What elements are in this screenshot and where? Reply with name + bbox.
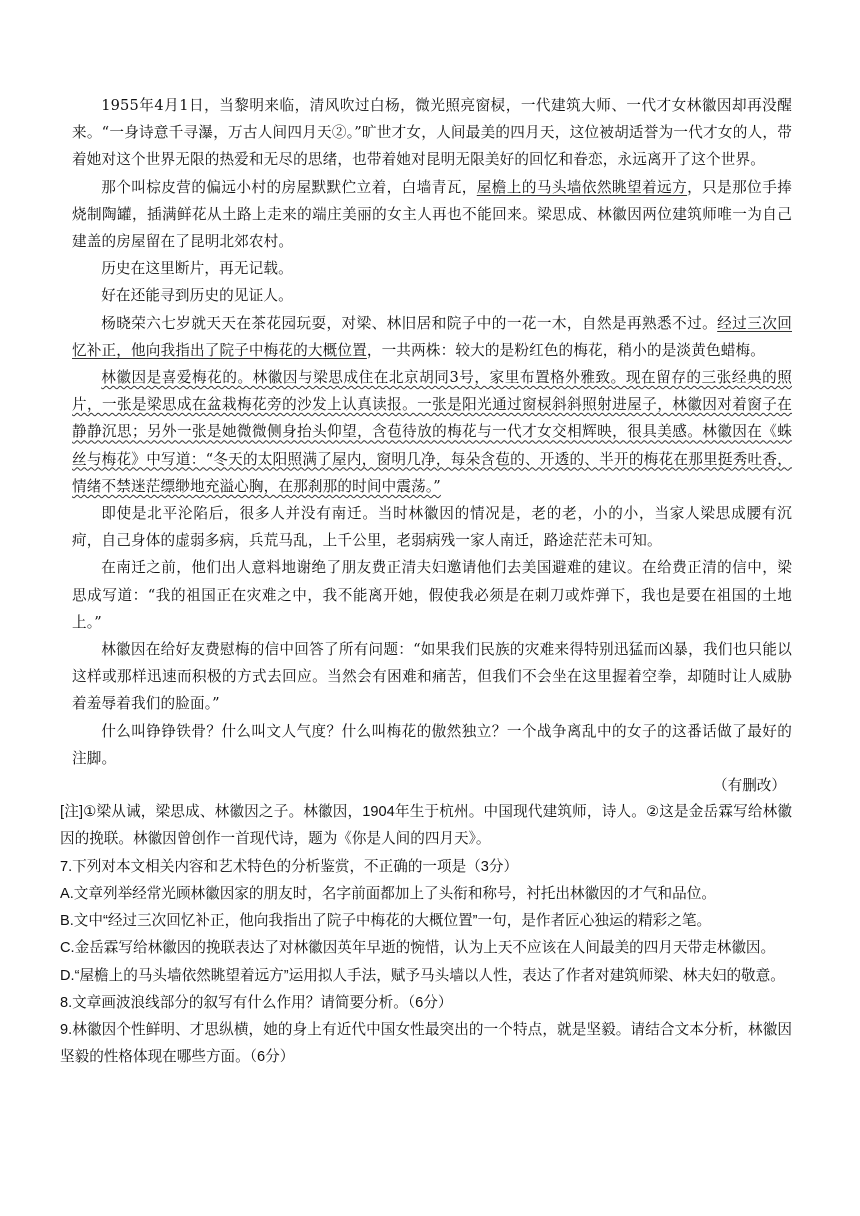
document-page: [60, 92, 792, 1071]
paragraph-5-lead: 杨晓荣六七岁就天天在茶花园玩耍，对梁、林旧居和院子中的一花一木，自然是再熟悉不过。: [101, 314, 718, 332]
paragraph-6: [72, 364, 792, 500]
paragraph-4: 好在还能寻到历史的见证人。: [101, 287, 293, 305]
question-7-option-c: C.金岳霖写给林徽因的挽联表达了对林徽因英年早逝的惋惜，认为上天不应该在人间最美的四月天带走林徽因。: [60, 940, 776, 957]
question-8: 8.文章画波浪线部分的叙写有什么作用？请简要分析。（6分）: [60, 994, 453, 1011]
footnote: [注]①梁从诫，梁思成、林徽因之子。林徽因，1904年生于杭州。中国现代建筑师，诗人。②这是金岳霖写给林徽因的挽联。林徽因曾创作一首现代诗，题为《你是人间的四月天》。: [60, 804, 792, 848]
question-7: 7.下列对本文相关内容和艺术特色的分析鉴赏，不正确的一项是（3分）: [60, 858, 519, 875]
question-7-option-b: B.文中“经过三次回忆补正，他向我指出了院子中梅花的大概位置”一句，是作者匠心独运的精彩之笔。: [60, 913, 712, 930]
paragraph-1: 1955年4月1日，当黎明来临，清风吹过白杨，微光照亮窗棂，一代建筑大师、一代才女林徽因却再没醒来。“一身诗意千寻瀑，万古人间四月天②。”旷世才女，人间最美的四月天，这位被胡适誉为一代才女的人，带着她对这个世界无限的热爱和无尽的思绪，也带着她对昆明无限美好的回忆和眷恋，永远离开了这个世界。: [72, 97, 792, 169]
paragraph-5-underlined: 经过三次回忆补正，他向我指出了院子中梅花的大概位置: [72, 314, 792, 359]
question-7-option-a: A.文章列举经常光顾林徽因家的朋友时，名字前面都加上了头衔和称号，衬托出林徽因的才气和品位。: [60, 885, 716, 902]
question-9: 9.林徽因个性鲜明、才思纵横，她的身上有近代中国女性最突出的一个特点，就是坚毅。请结合文本分析，林徽因坚毅的性格体现在哪些方面。（6分）: [60, 1021, 792, 1066]
paragraph-9: 林徽因在给好友费慰梅的信中回答了所有问题：“如果我们民族的灾难来得特别迅猛而凶暴，我们也只能以这样或那样迅速而积极的方式去回应。当然会有困难和痛苦，但我们不会坐在这里握着空拳，却随时让人威胁着羞辱着我们的脸面。”: [72, 641, 792, 713]
paragraph-2-lead: 那个叫棕皮营的偏远小村的房屋默默伫立着，白墙青瓦，: [101, 178, 477, 196]
paragraph-5: [72, 310, 792, 364]
paragraph-10: 什么叫铮铮铁骨？什么叫文人气度？什么叫梅花的傲然独立？一个战争离乱中的女子的这番话做了最好的注脚。: [72, 722, 792, 767]
paragraph-8: 在南迁之前，他们出人意料地谢绝了朋友费正清夫妇邀请他们去美国避难的建议。在给费正清的信中，梁思成写道：“我的祖国正在灾难之中，我不能离开她，假使我必须是在刺刀或炸弹下，我也是要在祖国的土地上。”: [72, 559, 792, 631]
paragraph-5-tail: ，一共两株：较大的是粉红色的梅花，稍小的是淡黄色蜡梅。: [366, 341, 765, 359]
question-7-option-d: D.“屋檐上的马头墙依然眺望着远方”运用拟人手法，赋予马头墙以人性，表达了作者对建筑师梁、林夫妇的敬意。: [60, 967, 785, 984]
paragraph-2-underlined: 屋檐上的马头墙依然眺望着远方: [476, 178, 688, 196]
paragraph-2: [72, 174, 792, 256]
paragraph-7: 即使是北平沦陷后，很多人并没有南迁。当时林徽因的情况是，老的老，小的小，当家人梁思成腰有沉疴，自己身体的虚弱多病，兵荒马乱，上千公里，老弱病残一家人南迁，路途茫茫未可知。: [72, 505, 792, 550]
attribution: （有删改）: [713, 777, 786, 795]
paragraph-2-tail: ，只是那位手捧烧制陶罐，插满鲜花从土路上走来的端庄美丽的女主人再也不能回来。梁思成、林徽因两位建筑师唯一为自己建盖的房屋留在了昆明北郊农村。: [72, 178, 792, 251]
paragraph-6-wavy: 林徽因是喜爱梅花的。林徽因与梁思成住在北京胡同3号，家里布置格外雅致。现在留存的三张经典的照片，一张是梁思成在盆栽梅花旁的沙发上认真读报。一张是阳光通过窗棂斜斜照射进屋子，林徽因对着窗子在静静沉思；另外一张是她微微侧身抬头仰望，含苞待放的梅花与一代才女交相辉映，很具美感。林徽因在《蛛丝与梅花》中写道：“冬天的太阳照满了屋内，窗明几净，每朵含苞的、开透的、半开的梅花在那里挺秀吐香，情绪不禁迷茫缥缈地充溢心胸，在那刹那的时间中震荡。”: [72, 369, 792, 495]
paragraph-3: 历史在这里断片，再无记载。: [101, 260, 293, 278]
